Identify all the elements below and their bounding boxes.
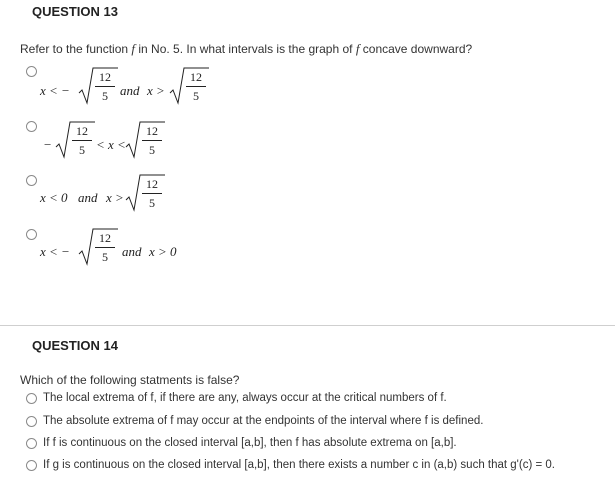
q13-option-c-rhs: x >: [106, 190, 124, 205]
q13-option-b-radio[interactable]: [26, 121, 37, 132]
fraction-bar: [95, 247, 115, 248]
function-variable-2: f: [355, 41, 360, 56]
fraction-denominator: 5: [79, 143, 85, 157]
fraction-numerator: 12: [76, 124, 88, 138]
prompt-suffix: concave downward?: [359, 42, 473, 56]
fraction-denominator: 5: [102, 89, 108, 103]
prompt-middle: in No. 5. In what intervals is the graph of: [135, 42, 356, 56]
fraction-denominator: 5: [102, 250, 108, 264]
q14-option-b-radio[interactable]: [26, 416, 37, 427]
prompt-prefix: Refer to the function: [20, 42, 132, 56]
question-14-prompt: Which of the following statments is false?: [20, 373, 240, 387]
fraction-bar: [142, 140, 162, 141]
q13-option-a-lhs: x < −: [40, 83, 70, 98]
fraction-denominator: 5: [149, 196, 155, 210]
question-13-prompt: [20, 41, 472, 57]
fraction-denominator: 5: [149, 143, 155, 157]
fraction-numerator: 12: [99, 231, 111, 245]
q13-option-b-lead: −: [44, 137, 52, 152]
section-divider: [0, 325, 615, 326]
function-variable: f: [131, 41, 136, 56]
question-14-title: QUESTION 14: [32, 338, 118, 353]
fraction-numerator: 12: [99, 70, 111, 84]
fraction-numerator: 12: [190, 70, 202, 84]
q13-option-c-radio[interactable]: [26, 175, 37, 186]
fraction-bar: [142, 193, 162, 194]
fraction-denominator: 5: [193, 89, 199, 103]
q13-option-a-rhs: x >: [147, 83, 165, 98]
fraction-bar: [186, 86, 206, 87]
q14-option-b-label[interactable]: The absolute extrema of f may occur at the endpoints of the interval where f is defined.: [43, 415, 484, 427]
q14-option-d-label[interactable]: If g is continuous on the closed interval [a,b], then there exists a number c in (a,b) such that g'(c) = 0.: [43, 459, 555, 471]
q13-option-c-lhs: x < 0: [40, 190, 68, 205]
q13-option-c-conj: and: [78, 190, 98, 205]
q14-option-a-radio[interactable]: [26, 393, 37, 404]
fraction-bar: [72, 140, 92, 141]
question-13-title: QUESTION 13: [32, 4, 118, 19]
q13-option-d-lhs: x < −: [40, 244, 70, 259]
q13-option-a-conj: and: [120, 83, 140, 98]
q13-option-d-conj: and: [122, 244, 142, 259]
fraction-numerator: 12: [146, 177, 158, 191]
fraction-bar: [95, 86, 115, 87]
q14-option-a-label[interactable]: The local extrema of f, if there are any, always occur at the critical numbers of f.: [43, 392, 447, 404]
q13-option-d-rhs: x > 0: [149, 244, 177, 259]
q13-option-b-mid: < x <: [96, 137, 126, 152]
q14-option-c-radio[interactable]: [26, 438, 37, 449]
q13-option-a-radio[interactable]: [26, 66, 37, 77]
q14-option-d-radio[interactable]: [26, 460, 37, 471]
q13-option-d-radio[interactable]: [26, 229, 37, 240]
fraction-numerator: 12: [146, 124, 158, 138]
q14-option-c-label[interactable]: If f is continuous on the closed interval [a,b], then f has absolute extrema on [a,b].: [43, 437, 457, 449]
